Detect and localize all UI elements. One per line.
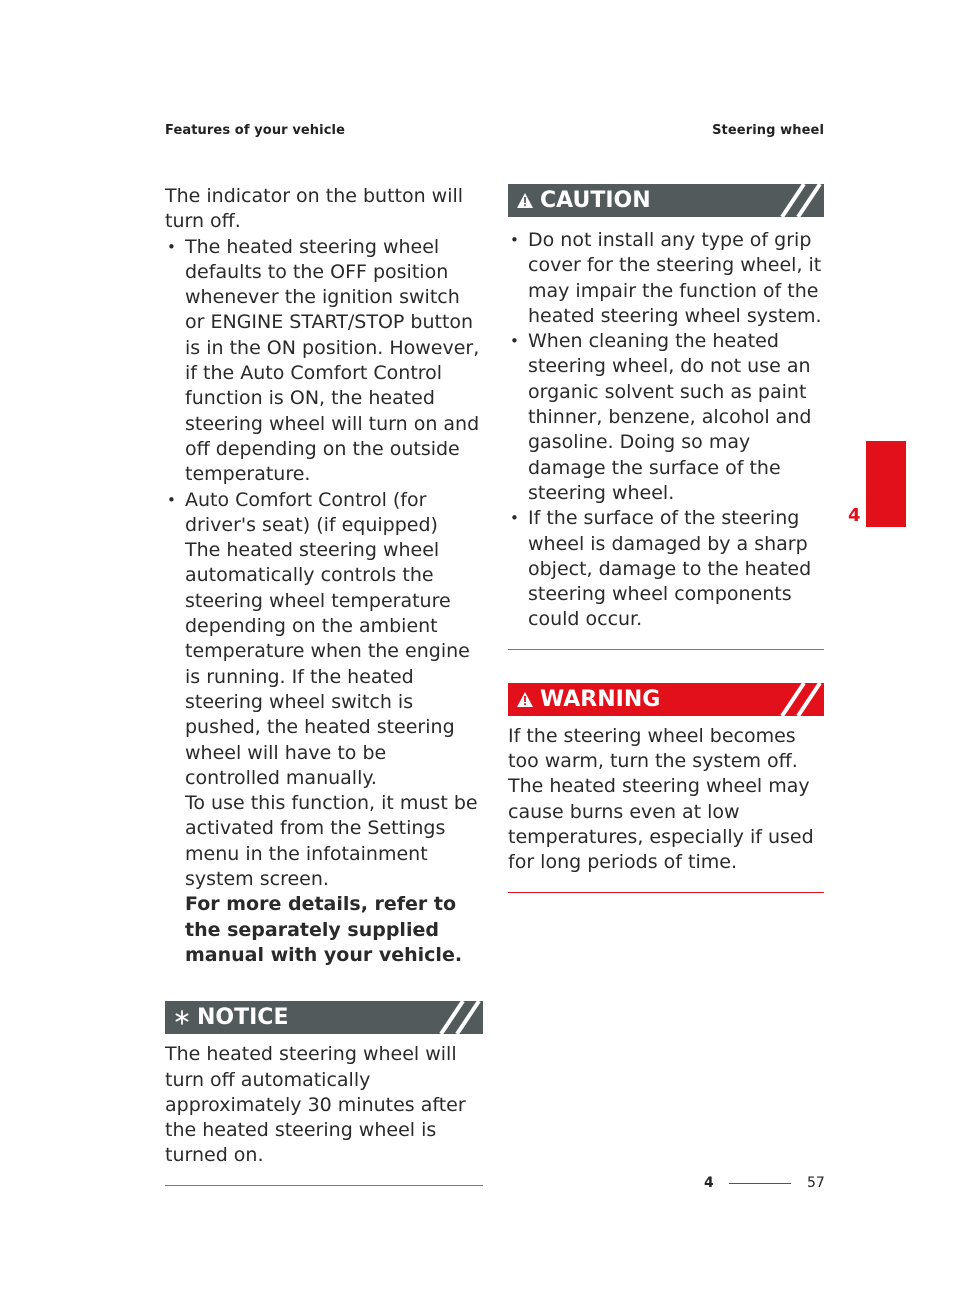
- list-item: • If the surface of the steering wheel is damaged by a sharp object, damage to the heated steering wheel components could occur.: [508, 506, 824, 632]
- snowflake-icon: [173, 1001, 191, 1034]
- footer-divider: [729, 1183, 791, 1184]
- warning-label: WARNING: [540, 686, 661, 712]
- right-column: [508, 184, 824, 893]
- auto-comfort-description: The heated steering wheel automatically controls the steering wheel temperature depending on the ambient temperature when the engine is running. If the heated steering wheel switch is pushed, the heated steering wheel will have to be controlled manually.: [185, 539, 470, 789]
- list-item: [165, 235, 483, 488]
- warning-triangle-icon: [516, 184, 534, 217]
- footer-chapter-number: 4: [704, 1175, 714, 1191]
- warning-divider: [508, 892, 824, 893]
- notice-label: NOTICE: [197, 1005, 289, 1031]
- caution-bullet-list: [508, 228, 824, 633]
- running-header-topic: Steering wheel: [712, 123, 824, 138]
- list-item: • Do not install any type of grip cover for the steering wheel, it may impair the function of the heated steering wheel system.: [508, 228, 824, 329]
- chapter-thumb-tab: [866, 441, 906, 527]
- warning-banner: [508, 683, 824, 716]
- supplied-manual-note: For more details, refer to the separately supplied manual with your vehicle.: [185, 893, 463, 966]
- warning-triangle-icon: [516, 683, 534, 716]
- banner-slash-decoration: [778, 184, 824, 217]
- list-item: • When cleaning the heated steering wheel, do not use an organic solvent such as paint thinner, benzene, alcohol and gasoline. Doing so may damage the surface of the steering wheel.: [508, 329, 824, 506]
- feature-bullet-list: [165, 235, 483, 969]
- page-number: 57: [807, 1175, 825, 1191]
- banner-slash-decoration: [437, 1001, 483, 1034]
- default-off-text: The heated steering wheel defaults to the OFF position whenever the ignition switch or ENGINE START/STOP button is in the ON position. However, if the Auto Comfort Control function is ON, the heated steering wheel will turn on and off depending on the outside temperature.: [185, 235, 480, 486]
- intro-text: The indicator on the button will turn off.: [165, 185, 464, 233]
- notice-divider: [165, 1185, 483, 1186]
- running-header-section: Features of your vehicle: [165, 123, 345, 138]
- caution-label: CAUTION: [540, 188, 651, 213]
- settings-menu-instruction: To use this function, it must be activated from the Settings menu in the infotainment system screen.: [185, 792, 478, 891]
- auto-comfort-title: • Auto Comfort Control (for driver's seat) (if equipped): [185, 488, 438, 536]
- notice-text: The heated steering wheel will turn off automatically approximately 30 minutes after the heated steering wheel is turned on.: [165, 1043, 466, 1167]
- caution-banner: [508, 184, 824, 217]
- chapter-tab-number: 4: [848, 505, 861, 526]
- left-column: [165, 184, 483, 1186]
- list-item: [165, 488, 483, 969]
- banner-slash-decoration: [778, 683, 824, 716]
- notice-banner: [165, 1001, 483, 1034]
- warning-text: If the steering wheel becomes too warm, turn the system off. The heated steering wheel may cause burns even at low temperatures, especially if used for long periods of time.: [508, 724, 814, 874]
